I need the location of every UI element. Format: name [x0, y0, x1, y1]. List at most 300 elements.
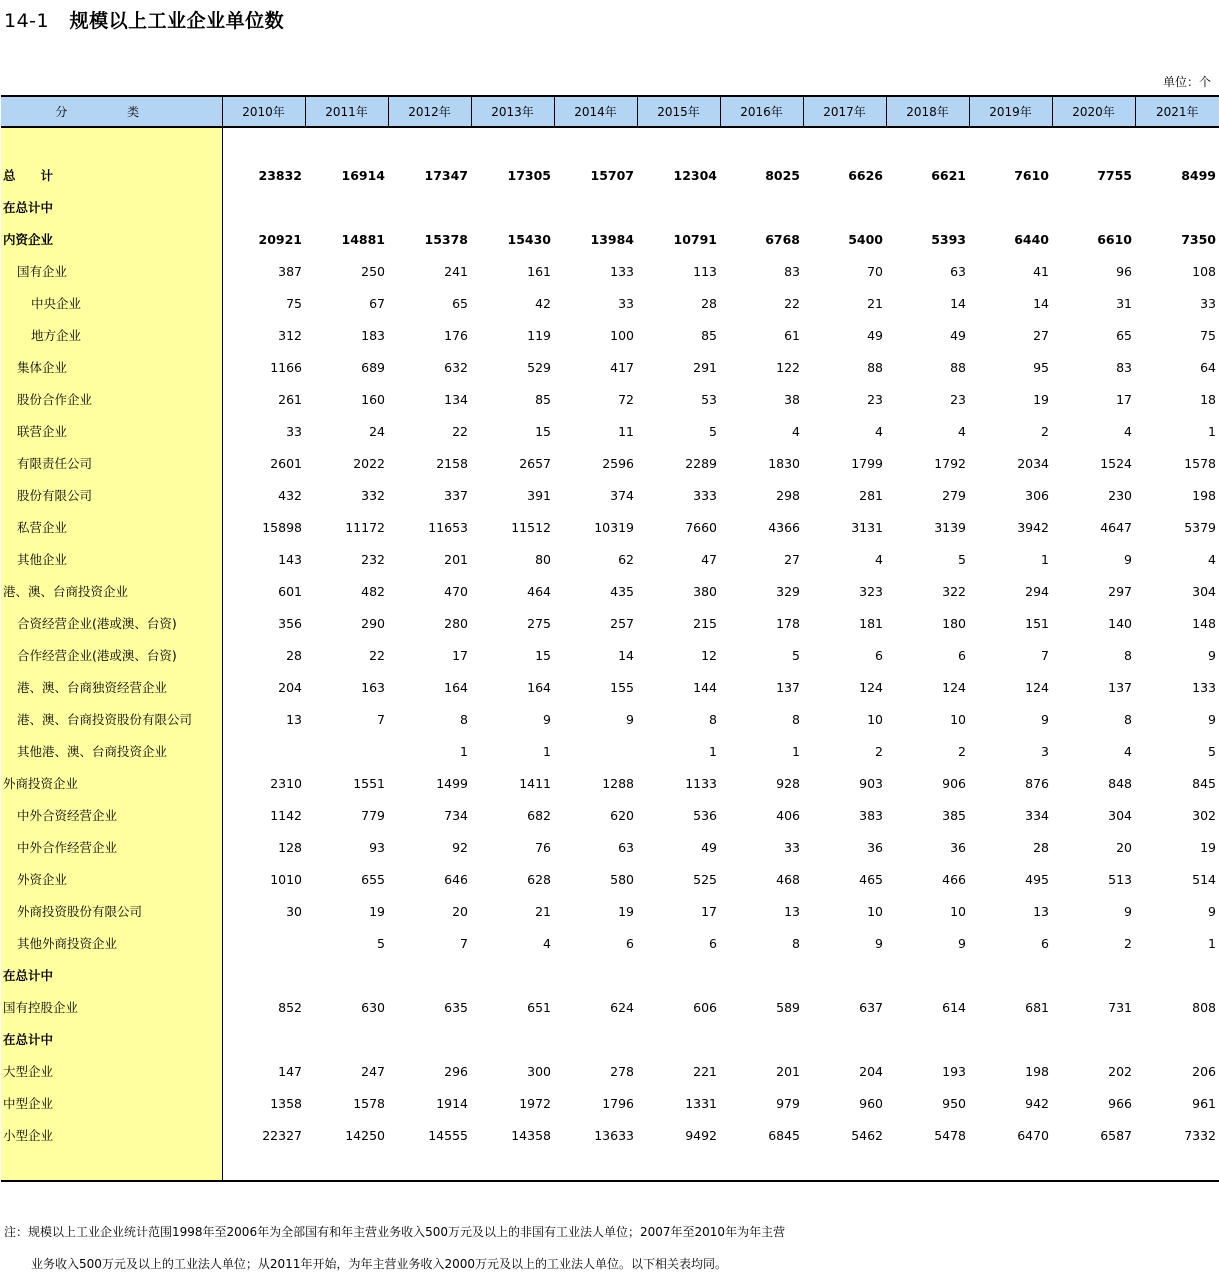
value-cell: 49 [867, 327, 883, 343]
row-label: 小型企业 [3, 1128, 54, 1143]
value-cell: 23 [950, 391, 966, 407]
value-cell: 300 [527, 1063, 551, 1079]
value-cell: 176 [444, 327, 468, 343]
value-cell: 64 [1200, 359, 1216, 375]
year-header: 2013年 [471, 96, 554, 127]
value-cell: 1142 [270, 807, 302, 823]
value-cell: 655 [361, 871, 385, 887]
value-cell: 3139 [934, 519, 966, 535]
value-cell: 6 [709, 935, 717, 951]
value-cell: 333 [693, 487, 717, 503]
row-label: 港、澳、台商独资经营企业 [17, 680, 168, 695]
value-cell: 4 [875, 423, 883, 439]
table-row [1, 959, 1219, 991]
value-cell: 8499 [1181, 167, 1216, 183]
value-cell: 635 [444, 999, 468, 1015]
value-cell: 230 [1108, 487, 1132, 503]
value-cell: 514 [1192, 871, 1216, 887]
value-cell: 193 [942, 1063, 966, 1079]
value-cell [720, 959, 803, 991]
value-cell: 21 [535, 903, 551, 919]
table-row [1, 991, 1219, 1023]
table-row [1, 1119, 1219, 1151]
value-cell: 49 [701, 839, 717, 855]
value-cell: 28 [1033, 839, 1049, 855]
value-cell: 10791 [673, 231, 717, 247]
value-cell: 294 [1025, 583, 1049, 599]
value-cell: 9 [1208, 647, 1216, 663]
value-cell: 529 [527, 359, 551, 375]
value-cell: 10 [950, 711, 966, 727]
value-cell: 9 [543, 711, 551, 727]
value-cell: 83 [1116, 359, 1132, 375]
row-label: 地方企业 [31, 328, 82, 343]
value-cell: 15707 [590, 167, 634, 183]
footnote-line-2: 业务收入500万元及以上的工业法人单位；从2011年开始，为年主营业务收入2000万元及以上的工业法人单位。以下相关表均同。 [31, 1257, 727, 1271]
value-cell: 62 [618, 551, 634, 567]
value-cell: 2310 [270, 775, 302, 791]
table-row [1, 863, 1219, 895]
value-cell: 337 [444, 487, 468, 503]
row-label: 在总计中 [3, 968, 54, 983]
value-cell [305, 959, 388, 991]
value-cell: 183 [361, 327, 385, 343]
table-name: 规模以上工业企业单位数 [69, 10, 285, 32]
value-cell [1135, 959, 1219, 991]
year-header: 2020年 [1052, 96, 1135, 127]
value-cell: 2657 [519, 455, 551, 471]
value-cell: 5462 [851, 1127, 883, 1143]
value-cell [720, 1023, 803, 1055]
value-cell [554, 959, 637, 991]
value-cell: 9492 [685, 1127, 717, 1143]
row-label: 股份有限公司 [17, 488, 93, 503]
value-cell: 468 [776, 871, 800, 887]
value-cell: 1411 [519, 775, 551, 791]
value-cell: 41 [1033, 263, 1049, 279]
value-cell: 15 [535, 647, 551, 663]
value-cell: 13633 [594, 1127, 634, 1143]
value-cell: 637 [859, 999, 883, 1015]
value-cell: 8 [792, 935, 800, 951]
value-cell: 12304 [673, 167, 717, 183]
value-cell: 682 [527, 807, 551, 823]
value-cell: 614 [942, 999, 966, 1015]
value-cell: 646 [444, 871, 468, 887]
value-cell: 4 [1208, 551, 1216, 567]
table-row [1, 415, 1219, 447]
value-cell: 20921 [258, 231, 302, 247]
value-cell: 1830 [768, 455, 800, 471]
value-cell: 580 [610, 871, 634, 887]
value-cell: 137 [776, 679, 800, 695]
value-cell: 7350 [1181, 231, 1216, 247]
value-cell: 178 [776, 615, 800, 631]
value-cell: 22 [784, 295, 800, 311]
row-label: 其他外商投资企业 [17, 936, 118, 951]
value-cell: 380 [693, 583, 717, 599]
value-cell [637, 959, 720, 991]
value-cell: 1 [543, 743, 551, 759]
value-cell: 1166 [270, 359, 302, 375]
value-cell: 385 [942, 807, 966, 823]
value-cell: 2596 [602, 455, 634, 471]
value-cell: 49 [950, 327, 966, 343]
value-cell: 14250 [345, 1127, 385, 1143]
row-label: 在总计中 [3, 1032, 54, 1047]
value-cell: 1288 [602, 775, 634, 791]
row-label: 外资企业 [17, 872, 68, 887]
value-cell: 903 [859, 775, 883, 791]
value-cell: 13 [1033, 903, 1049, 919]
value-cell: 14 [618, 647, 634, 663]
value-cell: 137 [1108, 679, 1132, 695]
value-cell: 6845 [768, 1127, 800, 1143]
value-cell: 306 [1025, 487, 1049, 503]
value-cell: 942 [1025, 1095, 1049, 1111]
row-label: 私营企业 [17, 520, 68, 535]
spacer-row [1, 127, 1219, 159]
value-cell: 417 [610, 359, 634, 375]
value-cell: 5 [792, 647, 800, 663]
value-cell: 2022 [353, 455, 385, 471]
year-header: 2019年 [969, 96, 1052, 127]
value-cell: 20 [1116, 839, 1132, 855]
table-row [1, 255, 1219, 287]
value-cell: 221 [693, 1063, 717, 1079]
value-cell: 1799 [851, 455, 883, 471]
value-cell: 1 [792, 743, 800, 759]
value-cell: 17305 [507, 167, 551, 183]
year-header: 2021年 [1135, 96, 1219, 127]
value-cell: 4 [1124, 743, 1132, 759]
value-cell: 6610 [1097, 231, 1132, 247]
value-cell: 950 [942, 1095, 966, 1111]
value-cell [554, 191, 637, 223]
value-cell [471, 191, 554, 223]
data-table-container [1, 95, 1219, 1182]
value-cell: 163 [361, 679, 385, 695]
value-cell: 65 [1116, 327, 1132, 343]
value-cell: 22 [452, 423, 468, 439]
value-cell: 9 [1124, 551, 1132, 567]
table-row [1, 639, 1219, 671]
value-cell: 22327 [262, 1127, 302, 1143]
value-cell: 391 [527, 487, 551, 503]
value-cell: 628 [527, 871, 551, 887]
value-cell: 323 [859, 583, 883, 599]
value-cell: 15430 [507, 231, 551, 247]
value-cell: 14358 [511, 1127, 551, 1143]
value-cell: 6440 [1014, 231, 1049, 247]
value-cell: 202 [1108, 1063, 1132, 1079]
category-header: 分 类 [1, 96, 222, 127]
value-cell: 961 [1192, 1095, 1216, 1111]
value-cell [969, 1023, 1052, 1055]
value-cell [222, 735, 305, 767]
table-row [1, 511, 1219, 543]
value-cell: 155 [610, 679, 634, 695]
value-cell: 33 [286, 423, 302, 439]
value-cell: 5379 [1184, 519, 1216, 535]
value-cell: 33 [1200, 295, 1216, 311]
row-label: 国有企业 [17, 264, 68, 279]
value-cell: 3131 [851, 519, 883, 535]
value-cell: 85 [535, 391, 551, 407]
value-cell: 9 [958, 935, 966, 951]
value-cell: 10 [867, 711, 883, 727]
value-cell: 17 [1116, 391, 1132, 407]
value-cell: 808 [1192, 999, 1216, 1015]
value-cell: 632 [444, 359, 468, 375]
value-cell: 15 [535, 423, 551, 439]
value-cell: 28 [701, 295, 717, 311]
value-cell: 387 [278, 263, 302, 279]
value-cell: 4 [1124, 423, 1132, 439]
value-cell: 22 [369, 647, 385, 663]
value-cell: 261 [278, 391, 302, 407]
value-cell: 75 [1200, 327, 1216, 343]
value-cell: 122 [776, 359, 800, 375]
value-cell: 1499 [436, 775, 468, 791]
value-cell: 2601 [270, 455, 302, 471]
value-cell [637, 191, 720, 223]
value-cell: 204 [859, 1063, 883, 1079]
row-label: 外商投资企业 [3, 776, 79, 791]
value-cell: 6 [958, 647, 966, 663]
value-cell: 2 [1041, 423, 1049, 439]
value-cell: 17 [452, 647, 468, 663]
value-cell: 18 [1200, 391, 1216, 407]
table-row [1, 735, 1219, 767]
value-cell: 38 [784, 391, 800, 407]
value-cell [471, 1023, 554, 1055]
value-cell: 70 [867, 263, 883, 279]
value-cell: 9 [1041, 711, 1049, 727]
value-cell: 1796 [602, 1095, 634, 1111]
value-cell: 304 [1108, 807, 1132, 823]
value-cell: 143 [278, 551, 302, 567]
row-label: 在总计中 [3, 200, 54, 215]
value-cell: 779 [361, 807, 385, 823]
value-cell: 1578 [1184, 455, 1216, 471]
value-cell: 27 [1033, 327, 1049, 343]
year-header: 2016年 [720, 96, 803, 127]
value-cell [1135, 191, 1219, 223]
table-row [1, 703, 1219, 735]
value-cell: 241 [444, 263, 468, 279]
value-cell: 4 [875, 551, 883, 567]
value-cell [554, 1023, 637, 1055]
value-cell: 31 [1116, 295, 1132, 311]
value-cell: 148 [1192, 615, 1216, 631]
table-row [1, 1055, 1219, 1087]
value-cell: 960 [859, 1095, 883, 1111]
value-cell: 432 [278, 487, 302, 503]
value-cell: 2 [1124, 935, 1132, 951]
value-cell: 2034 [1017, 455, 1049, 471]
value-cell: 5 [958, 551, 966, 567]
value-cell: 6587 [1100, 1127, 1132, 1143]
value-cell: 61 [784, 327, 800, 343]
value-cell: 513 [1108, 871, 1132, 887]
value-cell [388, 191, 471, 223]
value-cell: 63 [950, 263, 966, 279]
value-cell: 10 [867, 903, 883, 919]
value-cell: 589 [776, 999, 800, 1015]
value-cell [222, 191, 305, 223]
value-cell: 466 [942, 871, 966, 887]
value-cell: 536 [693, 807, 717, 823]
row-label: 其他港、澳、台商投资企业 [17, 744, 168, 759]
value-cell: 1914 [436, 1095, 468, 1111]
value-cell: 734 [444, 807, 468, 823]
value-cell [388, 959, 471, 991]
value-cell [1052, 959, 1135, 991]
value-cell: 290 [361, 615, 385, 631]
row-label: 中型企业 [3, 1096, 54, 1111]
value-cell: 3 [1041, 743, 1049, 759]
value-cell: 9 [875, 935, 883, 951]
value-cell: 9 [1124, 903, 1132, 919]
row-label: 其他企业 [17, 552, 68, 567]
year-header: 2014年 [554, 96, 637, 127]
value-cell: 383 [859, 807, 883, 823]
value-cell: 14 [1033, 295, 1049, 311]
table-body [1, 127, 1219, 1151]
data-table [1, 95, 1219, 1151]
row-label: 港、澳、台商投资企业 [3, 584, 129, 599]
value-cell: 80 [535, 551, 551, 567]
value-cell: 8 [1124, 711, 1132, 727]
value-cell: 161 [527, 263, 551, 279]
value-cell: 297 [1108, 583, 1132, 599]
value-cell [720, 191, 803, 223]
value-cell: 1 [1208, 423, 1216, 439]
unit-label: 单位：个 [1162, 75, 1211, 89]
value-cell: 133 [610, 263, 634, 279]
value-cell: 731 [1108, 999, 1132, 1015]
value-cell: 1010 [270, 871, 302, 887]
value-cell: 23 [867, 391, 883, 407]
value-cell: 19 [618, 903, 634, 919]
value-cell: 108 [1192, 263, 1216, 279]
value-cell: 250 [361, 263, 385, 279]
value-cell: 160 [361, 391, 385, 407]
table-row [1, 671, 1219, 703]
table-row [1, 607, 1219, 639]
value-cell: 198 [1025, 1063, 1049, 1079]
value-cell: 495 [1025, 871, 1049, 887]
value-cell: 7755 [1097, 167, 1132, 183]
value-cell: 8 [709, 711, 717, 727]
value-cell: 302 [1192, 807, 1216, 823]
value-cell [554, 735, 637, 767]
value-cell: 119 [527, 327, 551, 343]
value-cell: 2 [958, 743, 966, 759]
value-cell: 651 [527, 999, 551, 1015]
value-cell [222, 1023, 305, 1055]
value-cell: 1331 [685, 1095, 717, 1111]
value-cell: 21 [867, 295, 883, 311]
value-cell: 482 [361, 583, 385, 599]
value-cell: 6626 [848, 167, 883, 183]
value-cell: 151 [1025, 615, 1049, 631]
value-cell: 464 [527, 583, 551, 599]
value-cell: 1 [709, 743, 717, 759]
year-header: 2018年 [886, 96, 969, 127]
spacer-cell [1, 127, 1219, 159]
value-cell: 6 [1041, 935, 1049, 951]
value-cell: 1551 [353, 775, 385, 791]
value-cell: 406 [776, 807, 800, 823]
value-cell: 7660 [685, 519, 717, 535]
value-cell: 15378 [424, 231, 468, 247]
value-cell: 11 [618, 423, 634, 439]
value-cell: 16914 [341, 167, 385, 183]
table-row [1, 895, 1219, 927]
value-cell [1135, 1023, 1219, 1055]
value-cell: 11172 [345, 519, 385, 535]
value-cell: 5 [709, 423, 717, 439]
value-cell: 14555 [428, 1127, 468, 1143]
value-cell [803, 191, 886, 223]
value-cell: 291 [693, 359, 717, 375]
value-cell: 88 [867, 359, 883, 375]
value-cell: 322 [942, 583, 966, 599]
value-cell: 85 [701, 327, 717, 343]
value-cell: 19 [1033, 391, 1049, 407]
value-cell: 374 [610, 487, 634, 503]
value-cell: 134 [444, 391, 468, 407]
value-cell: 275 [527, 615, 551, 631]
value-cell: 601 [278, 583, 302, 599]
value-cell: 525 [693, 871, 717, 887]
value-cell: 7332 [1184, 1127, 1216, 1143]
value-cell: 232 [361, 551, 385, 567]
row-label: 国有控股企业 [3, 1000, 79, 1015]
value-cell [886, 959, 969, 991]
value-cell: 689 [361, 359, 385, 375]
value-cell: 10319 [594, 519, 634, 535]
value-cell: 33 [784, 839, 800, 855]
value-cell: 198 [1192, 487, 1216, 503]
value-cell: 11512 [511, 519, 551, 535]
value-cell: 6621 [931, 167, 966, 183]
value-cell: 1792 [934, 455, 966, 471]
value-cell: 4647 [1100, 519, 1132, 535]
value-cell: 8 [460, 711, 468, 727]
row-label: 合作经营企业(港或澳、台资) [17, 648, 177, 663]
value-cell: 3942 [1017, 519, 1049, 535]
value-cell: 215 [693, 615, 717, 631]
year-header: 2011年 [305, 96, 388, 127]
row-label: 大型企业 [3, 1064, 54, 1079]
value-cell: 19 [369, 903, 385, 919]
row-label: 集体企业 [17, 360, 68, 375]
value-cell: 5 [1208, 743, 1216, 759]
value-cell: 928 [776, 775, 800, 791]
value-cell: 124 [859, 679, 883, 695]
value-cell: 92 [452, 839, 468, 855]
value-cell: 966 [1108, 1095, 1132, 1111]
value-cell: 124 [942, 679, 966, 695]
value-cell: 140 [1108, 615, 1132, 631]
value-cell [969, 191, 1052, 223]
value-cell: 76 [535, 839, 551, 855]
table-row [1, 927, 1219, 959]
value-cell: 27 [784, 551, 800, 567]
